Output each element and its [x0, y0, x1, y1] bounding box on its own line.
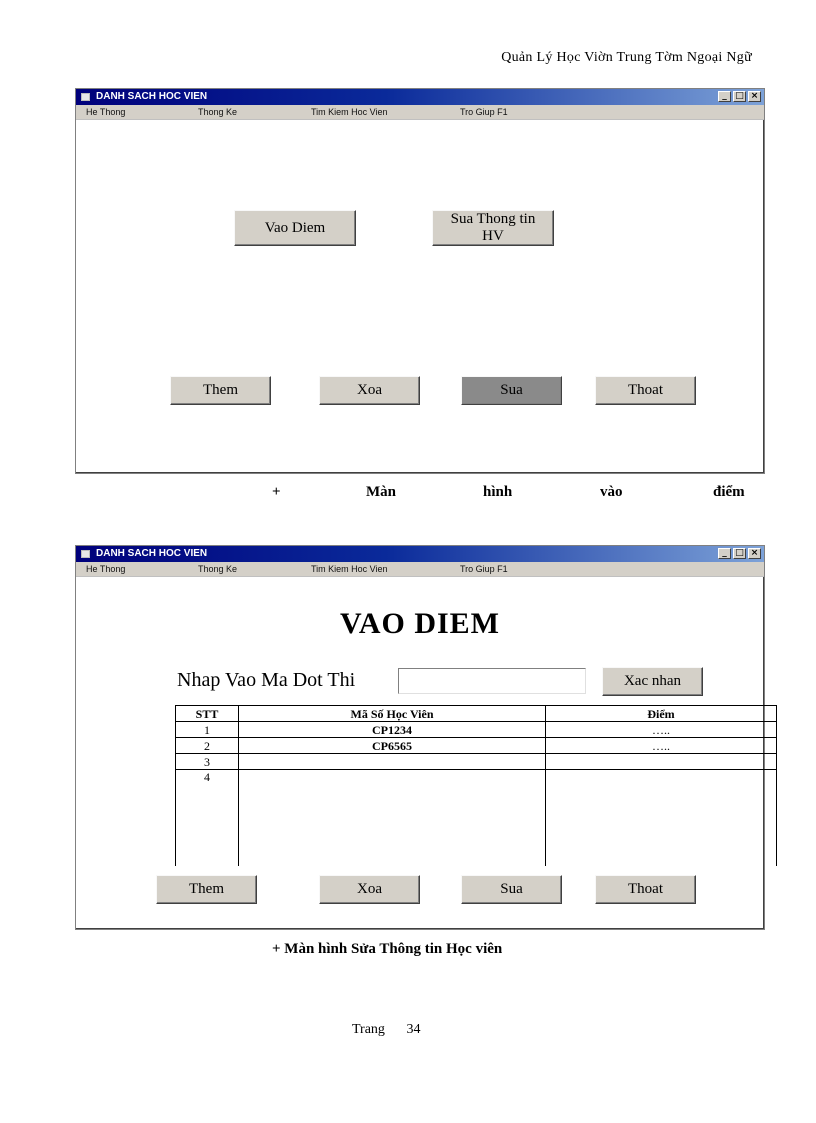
menu-thong-ke[interactable]: Thong Ke [198, 107, 238, 117]
menu-he-thong[interactable]: He Thong [86, 564, 126, 574]
menu-tro-giup[interactable]: Tro Giup F1 [460, 564, 508, 574]
cell-stt: 3 [176, 754, 239, 770]
menu-tim-kiem[interactable]: Tim Kiem Hoc Vien [311, 107, 388, 117]
menu-tim-kiem[interactable]: Tim Kiem Hoc Vien [311, 564, 388, 574]
sua-button[interactable]: Sua [461, 875, 562, 904]
table-row[interactable] [176, 754, 777, 770]
cell-diem [546, 754, 777, 770]
column-header-ma-so: Mã Số Học Viên [239, 706, 546, 722]
cell-stt: 4 [176, 770, 239, 867]
cell-diem: ….. [546, 738, 777, 754]
cell-ma-so: CP1234 [239, 722, 546, 738]
caption-word: vào [600, 484, 623, 500]
window-title: DANH SACH HOC VIEN [96, 548, 208, 559]
them-button[interactable]: Them [170, 376, 271, 405]
score-table [175, 705, 777, 866]
thoat-button[interactable]: Thoat [595, 376, 696, 405]
cell-stt: 2 [176, 738, 239, 754]
window-danh-sach-2 [75, 545, 765, 930]
menu-he-thong[interactable]: He Thong [86, 107, 126, 117]
minimize-icon[interactable]: _ [718, 548, 731, 559]
column-header-diem: Điểm [546, 706, 777, 722]
menu-tro-giup[interactable]: Tro Giup F1 [460, 107, 508, 117]
menu-thong-ke[interactable]: Thong Ke [198, 564, 238, 574]
page-footer [352, 1022, 420, 1038]
sua-thong-tin-button[interactable]: Sua Thong tin HV [432, 210, 554, 246]
window-danh-sach-1 [75, 88, 765, 474]
title-bar [76, 546, 764, 562]
menu-bar [76, 562, 764, 577]
window-title: DANH SACH HOC VIEN [96, 91, 208, 102]
table-row[interactable] [176, 722, 777, 738]
maximize-icon[interactable]: □ [733, 91, 746, 102]
menu-bar [76, 105, 764, 120]
cell-diem [546, 770, 777, 867]
caption-word: + [272, 484, 281, 500]
column-header-stt: STT [176, 706, 239, 722]
caption-word: hình [483, 484, 513, 500]
xoa-button[interactable]: Xoa [319, 376, 420, 405]
vao-diem-button[interactable]: Vao Diem [234, 210, 356, 246]
maximize-icon[interactable]: □ [733, 548, 746, 559]
close-icon[interactable]: × [748, 91, 761, 102]
app-icon [81, 93, 90, 101]
close-icon[interactable]: × [748, 548, 761, 559]
ma-dot-thi-input[interactable] [398, 668, 586, 694]
cell-diem: ….. [546, 722, 777, 738]
title-bar [76, 89, 764, 105]
page-title: VAO DIEM [340, 607, 500, 640]
sua-button[interactable]: Sua [461, 376, 562, 405]
caption-word: Màn [366, 484, 396, 500]
xac-nhan-button[interactable]: Xac nhan [602, 667, 703, 696]
cell-ma-so [239, 754, 546, 770]
table-row[interactable] [176, 738, 777, 754]
caption-word: điểm [713, 484, 745, 500]
page-header: Quản Lý Học Viờn Trung Tờm Ngoại Ngữ [501, 50, 752, 65]
ma-dot-thi-label: Nhap Vao Ma Dot Thi [177, 669, 356, 691]
thoat-button[interactable]: Thoat [595, 875, 696, 904]
page-number: 34 [406, 1022, 421, 1037]
cell-ma-so [239, 770, 546, 867]
xoa-button[interactable]: Xoa [319, 875, 420, 904]
minimize-icon[interactable]: _ [718, 91, 731, 102]
caption-man-hinh-sua-thong-tin: + Màn hình Sửa Thông tin Học viên [272, 941, 503, 957]
them-button[interactable]: Them [156, 875, 257, 904]
app-icon [81, 550, 90, 558]
cell-ma-so: CP6565 [239, 738, 546, 754]
footer-label: Trang [352, 1022, 385, 1037]
table-row[interactable] [176, 770, 777, 867]
cell-stt: 1 [176, 722, 239, 738]
